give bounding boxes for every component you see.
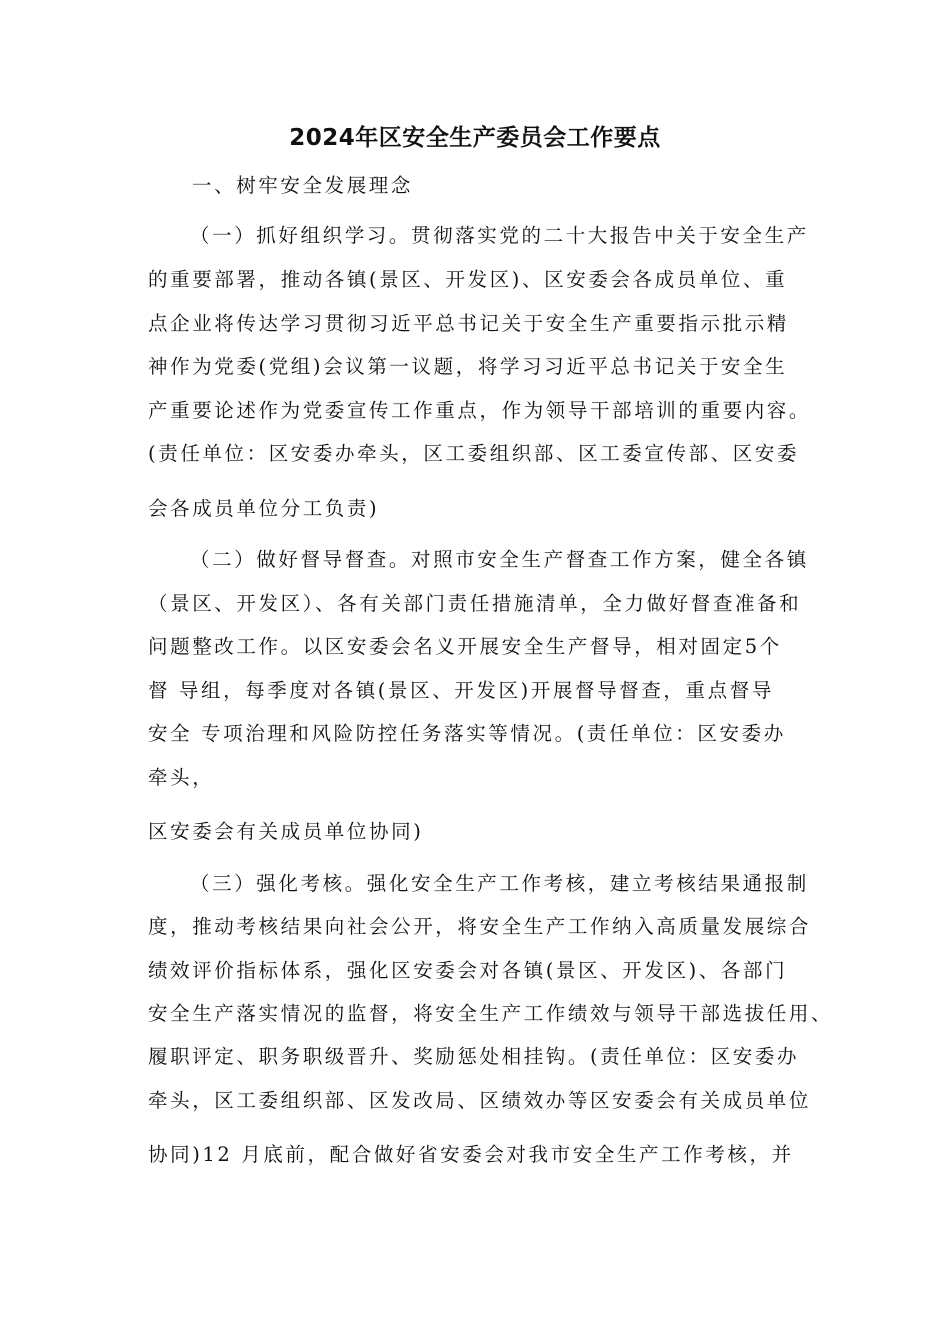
paragraph-line: 履职评定、职务职级晋升、奖励惩处相挂钩。(责任单位：区安委办	[148, 1045, 800, 1068]
paragraph-line: 督 导组，每季度对各镇(景区、开发区)开展督导督查，重点督导	[148, 679, 774, 702]
paragraph-line: （景区、开发区）、各有关部门责任措施清单，全力做好督查准备和	[148, 592, 802, 615]
paragraph-line: 点企业将传达学习贯彻习近平总书记关于安全生产重要指示批示精	[148, 312, 789, 335]
paragraph-line: （三）强化考核。强化安全生产工作考核，建立考核结果通报制	[190, 872, 809, 895]
paragraph-line: （二）做好督导督查。对照市安全生产督查工作方案，健全各镇	[190, 548, 809, 571]
document-title: 2024年区安全生产委员会工作要点	[289, 125, 661, 151]
paragraph-line: 产重要论述作为党委宣传工作重点，作为领导干部培训的重要内容。	[148, 399, 812, 422]
paragraph-line: 牵头，区工委组织部、区发改局、区绩效办等区安委会有关成员单位	[148, 1089, 812, 1112]
section-heading: 一、树牢安全发展理念	[192, 174, 414, 197]
paragraph-line: 问题整改工作。以区安委会名义开展安全生产督导，相对固定5个	[148, 635, 782, 658]
paragraph-line: （一）抓好组织学习。贯彻落实党的二十大报告中关于安全生产	[190, 224, 809, 247]
paragraph-line: 协同)12 月底前，配合做好省安委会对我市安全生产工作考核，并	[148, 1143, 794, 1166]
paragraph-line: 的重要部署，推动各镇(景区、开发区)、区安委会各成员单位、重	[148, 268, 788, 291]
paragraph-line: (责任单位：区安委办牵头，区工委组织部、区工委宣传部、区安委	[148, 442, 800, 465]
paragraph-line: 区安委会有关成员单位协同)	[148, 820, 424, 843]
paragraph-line: 绩效评价指标体系，强化区安委会对各镇(景区、开发区)、各部门	[148, 959, 788, 982]
paragraph-line: 度，推动考核结果向社会公开，将安全生产工作纳入高质量发展综合	[148, 915, 812, 938]
paragraph-line: 神作为党委(党组)会议第一议题，将学习习近平总书记关于安全生	[148, 355, 788, 378]
paragraph-line: 安全生产落实情况的监督，将安全生产工作绩效与领导干部选拔任用、	[148, 1002, 834, 1025]
paragraph-line: 安全 专项治理和风险防控任务落实等情况。(责任单位：区安委办	[148, 722, 786, 745]
paragraph-line: 牵头，	[148, 766, 215, 789]
paragraph-line: 会各成员单位分工负责)	[148, 497, 380, 520]
